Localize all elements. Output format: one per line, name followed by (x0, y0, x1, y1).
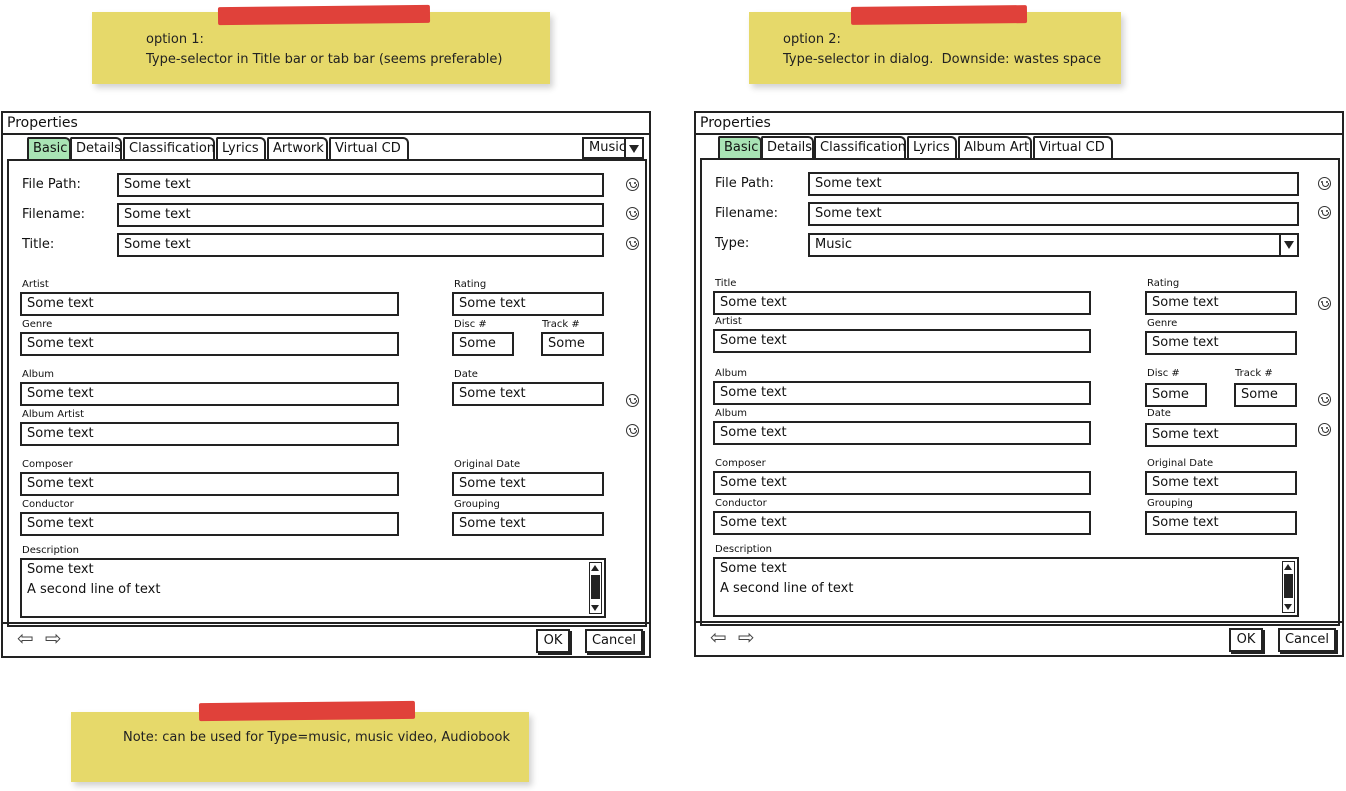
original-date-label: Original Date (454, 459, 521, 470)
disc-field[interactable]: Some (1145, 383, 1207, 407)
type-dropdown[interactable] (808, 233, 1299, 257)
composer-label: Composer (22, 459, 73, 470)
conductor-label: Conductor (715, 498, 767, 509)
note-option-1-text: Type-selector in Title bar or tab bar (seems preferable) (146, 52, 503, 67)
grouping-label: Grouping (1147, 498, 1193, 509)
date-label: Date (1147, 408, 1171, 419)
tab-details[interactable]: Details (761, 136, 814, 158)
conductor-label: Conductor (22, 499, 74, 510)
original-date-label: Original Date (1147, 458, 1214, 469)
filename-label: Filename: (22, 207, 86, 222)
description-line-1: Some text (720, 561, 787, 576)
rating-field[interactable]: Some text (452, 292, 604, 316)
tab-album-art[interactable]: Album Art (958, 136, 1032, 158)
tab-details[interactable]: Details (70, 137, 122, 159)
file-path-label: File Path: (715, 176, 774, 191)
properties-dialog-option-2 (694, 111, 1344, 657)
tab-basic[interactable]: Basic (27, 137, 71, 159)
album-2-field[interactable]: Some text (713, 421, 1091, 445)
ok-button[interactable]: OK (536, 629, 570, 653)
conductor-field[interactable]: Some text (20, 512, 399, 536)
date-label: Date (454, 369, 478, 380)
smiley-icon (626, 178, 639, 191)
type-selector-dropdown[interactable] (582, 137, 644, 159)
composer-field[interactable]: Some text (713, 471, 1091, 495)
title-label: Title: (22, 237, 55, 252)
smiley-icon (626, 237, 639, 250)
filename-label: Filename: (715, 206, 779, 221)
rating-field[interactable]: Some text (1145, 291, 1297, 315)
artist-field[interactable]: Some text (713, 329, 1091, 353)
smiley-icon (1318, 393, 1331, 406)
filename-field[interactable]: Some text (117, 203, 604, 227)
scrollbar[interactable] (1282, 561, 1295, 613)
dialog-footer (696, 621, 1342, 655)
title-field[interactable]: Some text (713, 291, 1091, 315)
smiley-icon (1318, 206, 1331, 219)
note-option-1-heading: option 1: (146, 32, 204, 47)
tab-virtual-cd[interactable]: Virtual CD (329, 137, 409, 159)
artist-label: Artist (22, 279, 49, 290)
artist-label: Artist (715, 316, 742, 327)
album-label: Album (715, 368, 748, 379)
tab-content-panel (7, 159, 647, 627)
smiley-icon (626, 394, 639, 407)
filename-field[interactable]: Some text (808, 202, 1299, 226)
scrollbar[interactable] (589, 562, 602, 614)
note-option-2-text: Type-selector in dialog. Downside: wastes space (783, 52, 1102, 67)
disc-field[interactable]: Some (452, 332, 514, 356)
genre-label: Genre (1147, 318, 1178, 329)
chevron-down-icon[interactable] (1279, 235, 1297, 255)
tape-decoration (851, 5, 1027, 25)
description-line-2: A second line of text (27, 582, 161, 597)
tab-lyrics[interactable]: Lyrics (216, 137, 266, 159)
tab-lyrics[interactable]: Lyrics (907, 136, 957, 158)
title-label: Title (715, 278, 737, 289)
title-field[interactable]: Some text (117, 233, 604, 257)
note-option-2-heading: option 2: (783, 32, 841, 47)
forward-arrow-icon[interactable]: ⇨ (45, 626, 62, 650)
tab-virtual-cd[interactable]: Virtual CD (1033, 136, 1113, 158)
composer-field[interactable]: Some text (20, 472, 399, 496)
smiley-icon (1318, 297, 1331, 310)
sticky-note-option-2 (749, 12, 1121, 84)
tab-basic[interactable]: Basic (718, 136, 762, 158)
back-arrow-icon[interactable]: ⇦ (710, 625, 727, 649)
rating-label: Rating (1147, 278, 1180, 289)
dialog-footer (3, 622, 649, 656)
sticky-note-bottom (71, 712, 529, 782)
artist-field[interactable]: Some text (20, 292, 399, 316)
smiley-icon (626, 207, 639, 220)
original-date-field[interactable]: Some text (1145, 471, 1297, 495)
file-path-field[interactable]: Some text (117, 173, 604, 197)
grouping-label: Grouping (454, 499, 500, 510)
date-field[interactable]: Some text (452, 382, 604, 406)
album-artist-field[interactable]: Some text (20, 422, 399, 446)
back-arrow-icon[interactable]: ⇦ (17, 626, 34, 650)
track-label: Track # (1235, 368, 1273, 379)
smiley-icon (626, 424, 639, 437)
tape-decoration (218, 5, 430, 25)
grouping-field[interactable]: Some text (1145, 511, 1297, 535)
album-field[interactable]: Some text (713, 381, 1091, 405)
genre-field[interactable]: Some text (20, 332, 399, 356)
forward-arrow-icon[interactable]: ⇨ (738, 625, 755, 649)
ok-button[interactable]: OK (1229, 628, 1263, 652)
window-title: Properties (696, 113, 1342, 135)
description-line-2: A second line of text (720, 581, 854, 596)
description-textarea[interactable] (713, 557, 1299, 617)
tab-classification[interactable]: Classification (123, 137, 215, 159)
album-field[interactable]: Some text (20, 382, 399, 406)
smiley-icon (1318, 177, 1331, 190)
track-field[interactable]: Some (1234, 383, 1297, 407)
tab-content-panel (700, 158, 1340, 626)
track-field[interactable]: Some (541, 332, 604, 356)
album-label: Album (22, 369, 55, 380)
tab-classification[interactable]: Classification (814, 136, 906, 158)
conductor-field[interactable]: Some text (713, 511, 1091, 535)
description-textarea[interactable] (20, 558, 606, 618)
cancel-button[interactable]: Cancel (585, 629, 643, 653)
track-label: Track # (542, 319, 580, 330)
disc-label: Disc # (1147, 368, 1180, 379)
properties-dialog-option-1 (1, 111, 651, 658)
disc-label: Disc # (454, 319, 487, 330)
window-title: Properties (3, 113, 649, 135)
album-2-label: Album (715, 408, 748, 419)
genre-field[interactable]: Some text (1145, 331, 1297, 355)
album-artist-label: Album Artist (22, 409, 85, 420)
chevron-down-icon[interactable] (624, 139, 642, 157)
file-path-label: File Path: (22, 177, 81, 192)
original-date-field[interactable]: Some text (452, 472, 604, 496)
composer-label: Composer (715, 458, 766, 469)
tab-artwork[interactable]: Artwork (267, 137, 328, 159)
smiley-icon (1318, 423, 1331, 436)
cancel-button[interactable]: Cancel (1278, 628, 1336, 652)
rating-label: Rating (454, 279, 487, 290)
genre-label: Genre (22, 319, 53, 330)
type-selector-value: Music (589, 140, 626, 155)
description-line-1: Some text (27, 562, 94, 577)
tape-decoration (199, 701, 415, 721)
type-dropdown-value: Music (815, 237, 852, 252)
grouping-field[interactable]: Some text (452, 512, 604, 536)
description-label: Description (22, 545, 79, 556)
date-field[interactable]: Some text (1145, 423, 1297, 447)
type-label: Type: (715, 236, 750, 251)
description-label: Description (715, 544, 772, 555)
sticky-note-option-1 (92, 12, 550, 84)
file-path-field[interactable]: Some text (808, 172, 1299, 196)
note-bottom-text: Note: can be used for Type=music, music video, Audiobook (123, 730, 510, 745)
